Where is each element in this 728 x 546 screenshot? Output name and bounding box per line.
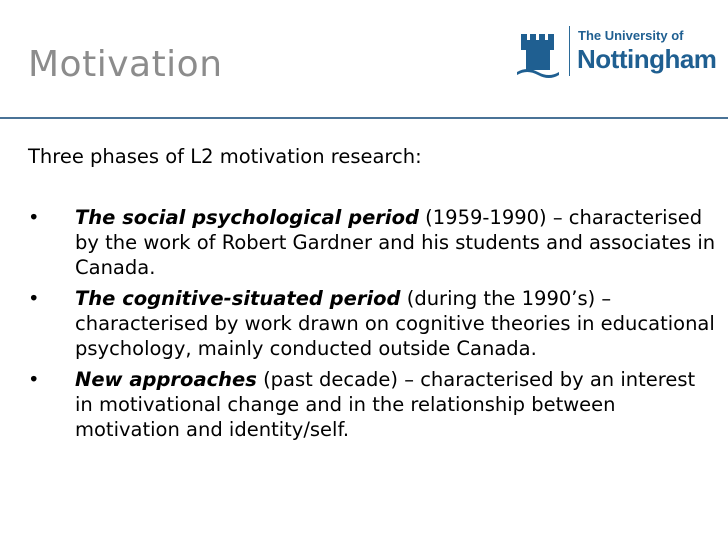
bullet-list [28,205,718,448]
intro-text: Three phases of L2 motivation research: [28,145,422,168]
logo-text-line1: The University of [578,28,684,43]
title-divider [0,117,728,119]
bullet-icon: • [28,287,40,310]
bullet-icon: • [28,206,40,229]
logo-text-line2: Nottingham [577,44,717,74]
bullet-icon: • [28,368,40,391]
bullet-lead: The social psychological period [75,206,419,229]
bullet-text: (1959-1990) – characterised by the work of Robert Gardner and his students and associates in Canada. [75,206,716,279]
bullet-lead: The cognitive-situated period [75,287,401,310]
bullet-text: (during the 1990’s) – characterised by work drawn on cognitive theories in educational psychology, mainly conducted outside Canada. [75,287,715,360]
bullet-item-cognitive [28,286,718,361]
bullet-lead: New approaches [75,368,257,391]
bullet-item-social [28,205,718,280]
page-title: Motivation [28,44,223,85]
logo-divider [569,26,570,76]
bullet-text: (past decade) – characterised by an interest in motivational change and in the relationship between motivation and identity/self. [75,368,696,441]
bullet-item-new [28,367,718,442]
